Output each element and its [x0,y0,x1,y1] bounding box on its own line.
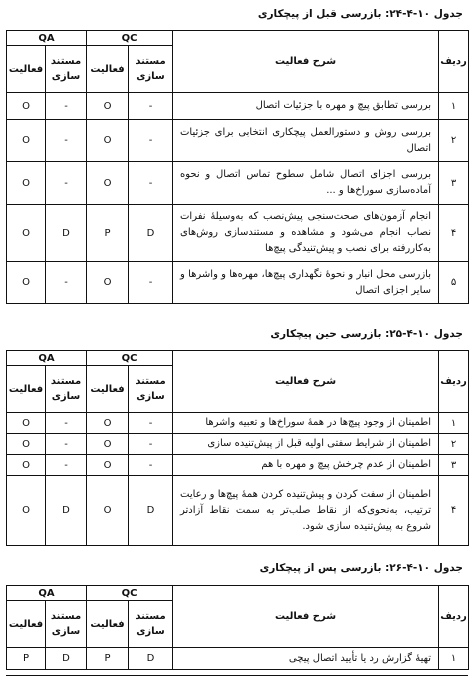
qa-header: QA [7,351,87,366]
table-caption: جدول ۱۰-۴-۲۴: بازرسی قبل از پیچکاری [257,8,463,20]
description-cell: تهیهٔ گزارش رد یا تأیید اتصال پیچی [173,648,439,670]
qc-activity-cell: O [87,455,129,476]
qa-documentation-cell: - [46,262,87,304]
row-number-cell: ۴ [439,205,469,262]
qa-activity-header: فعالیت [7,46,46,93]
qc-documentation-cell: D [129,476,173,546]
table-row [7,162,469,205]
table-row [7,476,469,546]
qc-documentation-cell: D [129,648,173,670]
qa-activity-cell: O [7,120,46,162]
qc-activity-cell: O [87,162,129,205]
qa-activity-header: فعالیت [7,366,46,413]
qa-activity-header: فعالیت [7,601,46,648]
table-row [7,205,469,262]
row-number-cell: ۱ [439,648,469,670]
row-number-cell: ۴ [439,476,469,546]
qa-activity-cell: O [7,434,46,455]
qc-activity-cell: O [87,93,129,120]
qa-documentation-cell: D [46,205,87,262]
qa-activity-cell: O [7,413,46,434]
table-caption: جدول ۱۰-۴-۲۵: بازرسی حین پیچکاری [270,328,463,340]
qc-activity-header: فعالیت [87,46,129,93]
qa-activity-cell: O [7,93,46,120]
qc-documentation-cell: - [129,93,173,120]
qa-documentation-header: مستند سازی [46,601,87,648]
table-row [7,455,469,476]
qa-documentation-cell: - [46,120,87,162]
qc-activity-cell: O [87,413,129,434]
qc-documentation-cell: - [129,262,173,304]
table-row [7,434,469,455]
qc-documentation-cell: - [129,120,173,162]
qa-activity-cell: O [7,455,46,476]
row-number-cell: ۲ [439,434,469,455]
qa-activity-cell: O [7,205,46,262]
qa-documentation-cell: D [46,476,87,546]
qc-documentation-cell: - [129,455,173,476]
row-number-cell: ۱ [439,93,469,120]
table-row [7,93,469,120]
qc-header: QC [87,31,173,46]
qc-activity-cell: O [87,262,129,304]
row-number-header: ردیف [439,586,469,648]
qa-activity-cell: O [7,162,46,205]
row-number-cell: ۱ [439,413,469,434]
row-number-cell: ۳ [439,162,469,205]
qc-activity-header: فعالیت [87,366,129,413]
row-number-cell: ۲ [439,120,469,162]
qa-documentation-cell: - [46,162,87,205]
description-header: شرح فعالیت [173,31,439,93]
description-cell: بررسی تطابق پیچ و مهره با جزئیات اتصال [173,93,439,120]
qc-activity-cell: P [87,205,129,262]
qc-documentation-header: مستند سازی [129,366,173,413]
qa-header: QA [7,31,87,46]
row-number-header: ردیف [439,31,469,93]
qa-activity-cell: O [7,476,46,546]
qc-activity-cell: O [87,434,129,455]
description-cell: انجام آزمون‌های صحت‌سنجی پیش‌نصب که به‌وسیلهٔ نفرات نصاب انجام می‌شود و مشاهده و مستندسازی روش‌های به‌کاررفته برای نصب و پیش‌تنیدگی پیچ‌ها [173,205,439,262]
qa-activity-cell: O [7,262,46,304]
qa-documentation-cell: - [46,434,87,455]
description-cell: اطمینان از عدم چرخش پیچ و مهره با هم [173,455,439,476]
qc-documentation-header: مستند سازی [129,601,173,648]
qa-documentation-header: مستند سازی [46,366,87,413]
row-number-cell: ۵ [439,262,469,304]
description-cell: اطمینان از شرایط سفتی اولیه قبل از پیش‌تنیده سازی [173,434,439,455]
table-row [7,413,469,434]
qc-activity-cell: O [87,476,129,546]
description-cell: اطمینان از سفت کردن و پیش‌تنیده کردن همهٔ پیچ‌ها و رعایت ترتیب، به‌نحوی‌که از نقاط صلب‌تر به سمت نقاط آزادتر شروع به پیش‌تنیده سازی شود. [173,476,439,546]
description-header: شرح فعالیت [173,586,439,648]
table-row [7,648,469,670]
qc-header: QC [87,351,173,366]
qa-documentation-cell: - [46,93,87,120]
qa-documentation-cell: D [46,648,87,670]
table-caption: جدول ۱۰-۴-۲۶: بازرسی پس از پیچکاری [259,562,463,574]
qc-activity-cell: P [87,648,129,670]
description-header: شرح فعالیت [173,351,439,413]
qc-documentation-cell: D [129,205,173,262]
qc-documentation-cell: - [129,162,173,205]
qa-documentation-header: مستند سازی [46,46,87,93]
row-number-cell: ۳ [439,455,469,476]
description-cell: بازرسی محل انبار و نحوهٔ نگهداری پیچ‌ها، مهره‌ها و واشرها و سایر اجزای اتصال [173,262,439,304]
table-row [7,262,469,304]
inspection-table [6,350,469,546]
qa-activity-cell: P [7,648,46,670]
qc-documentation-header: مستند سازی [129,46,173,93]
qc-activity-header: فعالیت [87,601,129,648]
row-number-header: ردیف [439,351,469,413]
qc-activity-cell: O [87,120,129,162]
qa-header: QA [7,586,87,601]
qc-documentation-cell: - [129,434,173,455]
inspection-table [6,585,469,670]
table-row [7,120,469,162]
description-cell: بررسی روش و دستورالعمل پیچکاری انتخابی برای جزئیات اتصال [173,120,439,162]
qc-header: QC [87,586,173,601]
qa-documentation-cell: - [46,413,87,434]
description-cell: اطمینان از وجود پیچ‌ها در همهٔ سوراخ‌ها و تعبیه واشرها [173,413,439,434]
qa-documentation-cell: - [46,455,87,476]
inspection-table [6,30,469,304]
qc-documentation-cell: - [129,413,173,434]
description-cell: بررسی اجزای اتصال شامل سطوح تماس اتصال و نحوه آماده‌سازی سوراخ‌ها و ... [173,162,439,205]
